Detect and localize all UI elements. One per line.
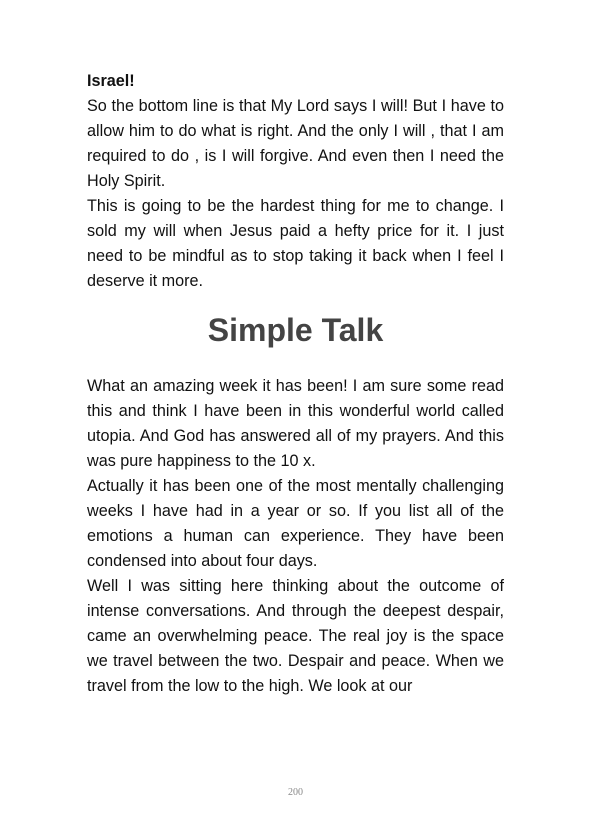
section-paragraph: What an amazing week it has been! I am sure some read this and think I have been in this wonderful world called utopia. And God has answered all of my prayers. And this was pure happiness to the 10 x. [87, 377, 504, 470]
section-paragraph: Well I was sitting here thinking about the outcome of intense conversations. And through the deepest despair, came an overwhelming peace. The real joy is the space we travel between the two. Despair and peace. When we travel from the low to the high. We look at our [87, 577, 504, 695]
intro-paragraph: This is going to be the hardest thing for me to change. I sold my will when Jesus paid a hefty price for it. I just need to be mindful as to stop taking it back when I feel I deserve it more. [87, 197, 504, 290]
section-title: Simple Talk [207, 312, 384, 348]
page-number: 200 [288, 787, 303, 798]
page-body [87, 69, 504, 699]
intro-heading: Israel! [87, 72, 135, 90]
section-paragraph: Actually it has been one of the most mentally challenging weeks I have had in a year or so. If you list all of the emotions a human can experience. They have been condensed into about four days. [87, 477, 504, 570]
intro-paragraph: So the bottom line is that My Lord says I will! But I have to allow him to do what is right. And the only I will , that I am required to do , is I will forgive. And even then I need the Holy Spirit. [87, 97, 504, 190]
